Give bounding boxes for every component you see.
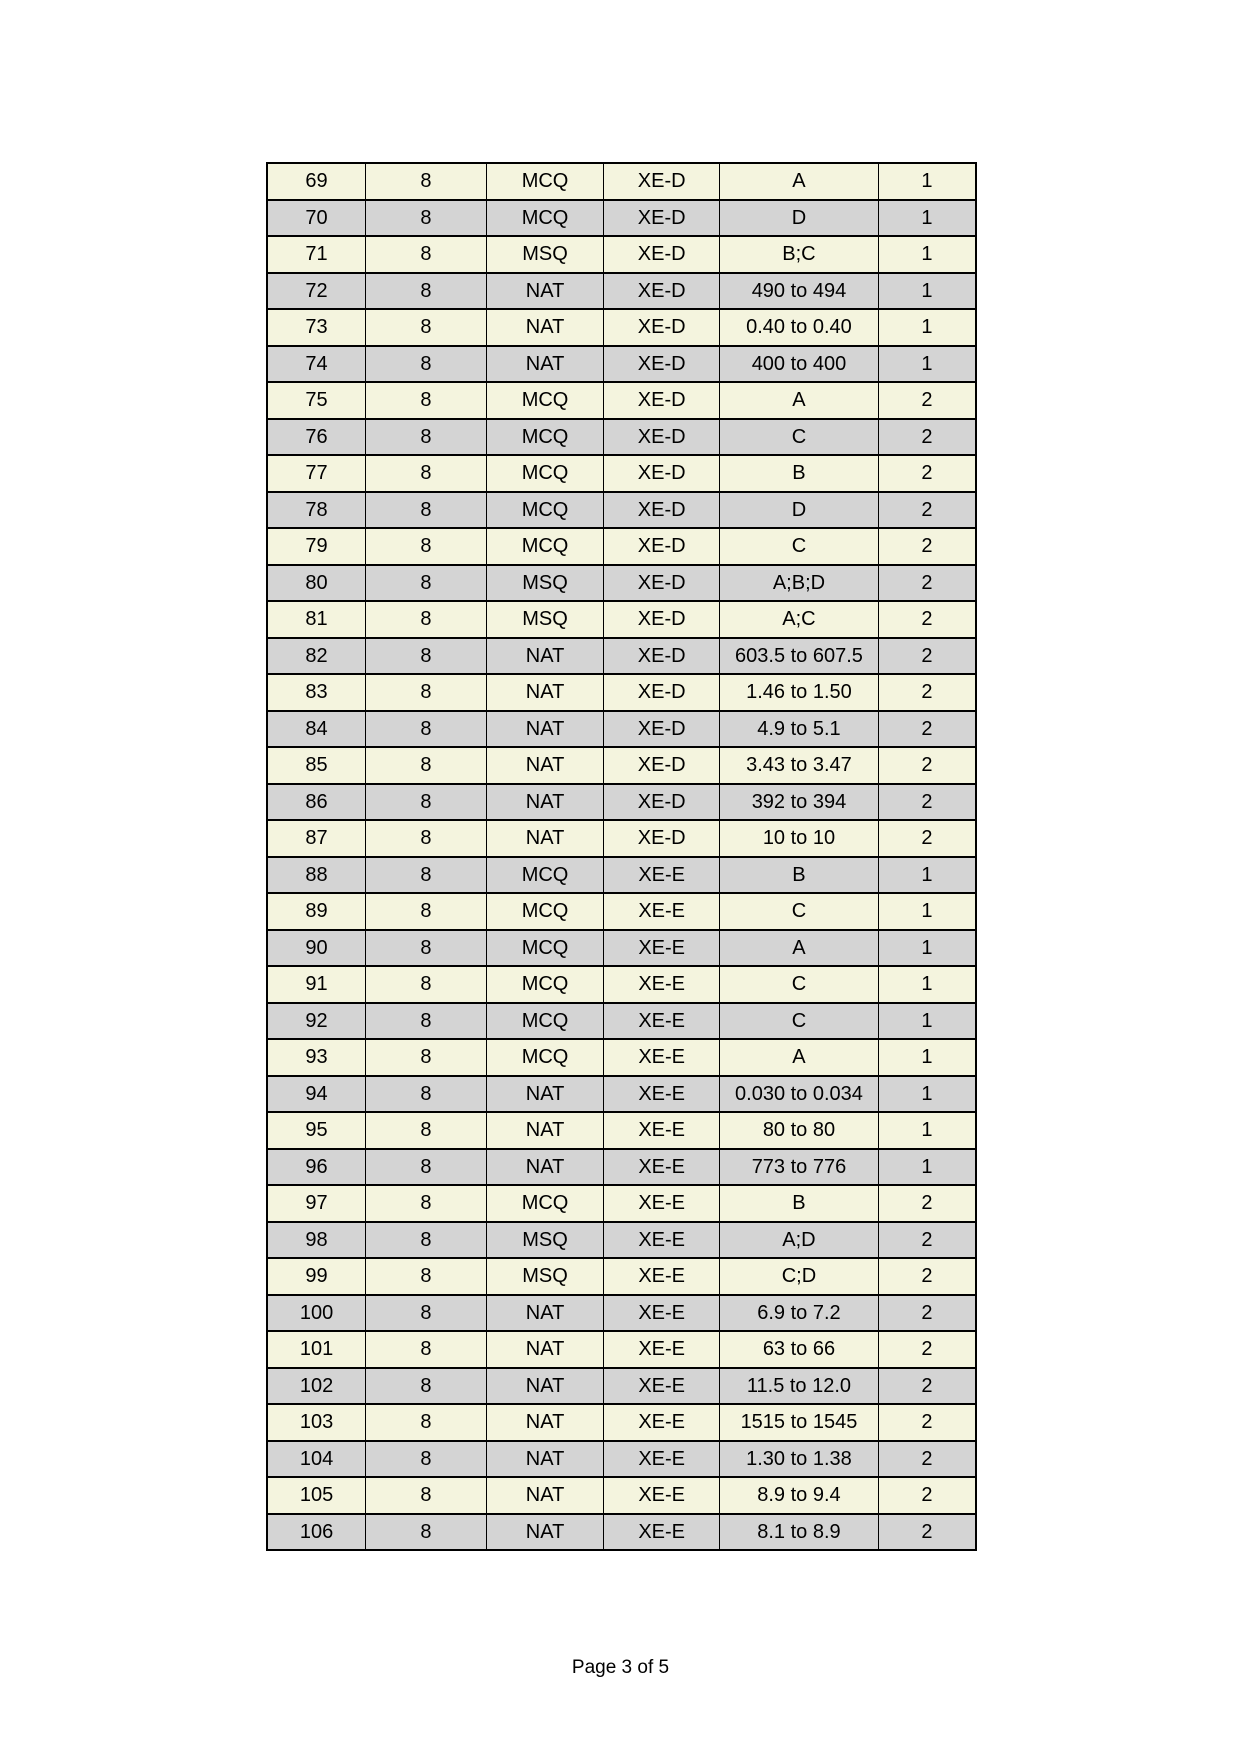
table-row xyxy=(267,1331,976,1368)
question-number-cell: 84 xyxy=(267,711,366,748)
table-row xyxy=(267,1258,976,1295)
paper-code-cell: XE-D xyxy=(604,309,720,346)
marks-cell: 2 xyxy=(878,711,976,748)
marks-cell: 2 xyxy=(878,638,976,675)
paper-code-cell: XE-D xyxy=(604,601,720,638)
answer-key-cell: 63 to 66 xyxy=(720,1331,879,1368)
answer-key-cell: B xyxy=(720,1185,879,1222)
table-row xyxy=(267,966,976,1003)
answer-key-cell: C xyxy=(720,1003,879,1040)
marks-cell: 2 xyxy=(878,419,976,456)
answer-key-cell: 8.1 to 8.9 xyxy=(720,1514,879,1551)
answer-key-table-body xyxy=(267,163,976,1550)
paper-code-cell: XE-D xyxy=(604,273,720,310)
table-row xyxy=(267,1003,976,1040)
question-type-cell: NAT xyxy=(486,784,604,821)
paper-code-cell: XE-E xyxy=(604,1404,720,1441)
question-number-cell: 87 xyxy=(267,820,366,857)
question-type-cell: MSQ xyxy=(486,1258,604,1295)
question-number-cell: 76 xyxy=(267,419,366,456)
answer-key-cell: A xyxy=(720,1039,879,1076)
marks-cell: 1 xyxy=(878,200,976,237)
table-row xyxy=(267,820,976,857)
answer-key-cell: D xyxy=(720,200,879,237)
table-row xyxy=(267,565,976,602)
section-cell: 8 xyxy=(366,1258,487,1295)
question-number-cell: 100 xyxy=(267,1295,366,1332)
question-type-cell: MCQ xyxy=(486,966,604,1003)
answer-key-cell: C xyxy=(720,966,879,1003)
question-number-cell: 98 xyxy=(267,1222,366,1259)
section-cell: 8 xyxy=(366,893,487,930)
table-row xyxy=(267,1185,976,1222)
marks-cell: 1 xyxy=(878,1149,976,1186)
table-row xyxy=(267,1477,976,1514)
paper-code-cell: XE-D xyxy=(604,747,720,784)
answer-key-cell: C xyxy=(720,419,879,456)
section-cell: 8 xyxy=(366,419,487,456)
paper-code-cell: XE-D xyxy=(604,455,720,492)
table-row xyxy=(267,528,976,565)
question-type-cell: NAT xyxy=(486,747,604,784)
section-cell: 8 xyxy=(366,309,487,346)
section-cell: 8 xyxy=(366,346,487,383)
question-type-cell: MCQ xyxy=(486,857,604,894)
paper-code-cell: XE-E xyxy=(604,1514,720,1551)
question-number-cell: 88 xyxy=(267,857,366,894)
question-number-cell: 86 xyxy=(267,784,366,821)
section-cell: 8 xyxy=(366,1039,487,1076)
answer-key-cell: 400 to 400 xyxy=(720,346,879,383)
answer-key-cell: C xyxy=(720,528,879,565)
question-type-cell: NAT xyxy=(486,309,604,346)
marks-cell: 1 xyxy=(878,930,976,967)
answer-key-cell: 603.5 to 607.5 xyxy=(720,638,879,675)
table-row xyxy=(267,1222,976,1259)
paper-code-cell: XE-E xyxy=(604,1477,720,1514)
marks-cell: 1 xyxy=(878,1003,976,1040)
answer-key-table xyxy=(266,162,977,1551)
marks-cell: 2 xyxy=(878,528,976,565)
table-row xyxy=(267,1149,976,1186)
table-row xyxy=(267,1076,976,1113)
question-number-cell: 78 xyxy=(267,492,366,529)
section-cell: 8 xyxy=(366,1185,487,1222)
question-type-cell: NAT xyxy=(486,1404,604,1441)
paper-code-cell: XE-E xyxy=(604,1222,720,1259)
section-cell: 8 xyxy=(366,1331,487,1368)
marks-cell: 2 xyxy=(878,1368,976,1405)
question-number-cell: 74 xyxy=(267,346,366,383)
marks-cell: 1 xyxy=(878,309,976,346)
marks-cell: 2 xyxy=(878,565,976,602)
table-row xyxy=(267,492,976,529)
answer-key-cell: D xyxy=(720,492,879,529)
question-type-cell: NAT xyxy=(486,273,604,310)
question-type-cell: MCQ xyxy=(486,382,604,419)
marks-cell: 2 xyxy=(878,1222,976,1259)
table-row xyxy=(267,674,976,711)
question-number-cell: 101 xyxy=(267,1331,366,1368)
question-number-cell: 105 xyxy=(267,1477,366,1514)
answer-key-cell: 490 to 494 xyxy=(720,273,879,310)
table-row xyxy=(267,857,976,894)
answer-key-cell: 392 to 394 xyxy=(720,784,879,821)
section-cell: 8 xyxy=(366,455,487,492)
table-row xyxy=(267,346,976,383)
section-cell: 8 xyxy=(366,820,487,857)
section-cell: 8 xyxy=(366,601,487,638)
paper-code-cell: XE-D xyxy=(604,200,720,237)
section-cell: 8 xyxy=(366,492,487,529)
question-number-cell: 80 xyxy=(267,565,366,602)
page-number: Page 3 of 5 xyxy=(571,1657,670,1678)
table-row xyxy=(267,309,976,346)
marks-cell: 2 xyxy=(878,1404,976,1441)
question-type-cell: MCQ xyxy=(486,930,604,967)
paper-code-cell: XE-E xyxy=(604,1368,720,1405)
paper-code-cell: XE-E xyxy=(604,1258,720,1295)
table-row xyxy=(267,1514,976,1551)
question-number-cell: 103 xyxy=(267,1404,366,1441)
question-number-cell: 82 xyxy=(267,638,366,675)
answer-key-cell: 8.9 to 9.4 xyxy=(720,1477,879,1514)
table-row xyxy=(267,784,976,821)
table-row xyxy=(267,1039,976,1076)
paper-code-cell: XE-E xyxy=(604,1441,720,1478)
answer-key-cell: A xyxy=(720,163,879,200)
marks-cell: 2 xyxy=(878,820,976,857)
answer-key-cell: C;D xyxy=(720,1258,879,1295)
marks-cell: 1 xyxy=(878,273,976,310)
section-cell: 8 xyxy=(366,966,487,1003)
marks-cell: 2 xyxy=(878,747,976,784)
question-type-cell: MSQ xyxy=(486,1222,604,1259)
question-type-cell: MCQ xyxy=(486,893,604,930)
question-type-cell: MSQ xyxy=(486,601,604,638)
question-number-cell: 104 xyxy=(267,1441,366,1478)
section-cell: 8 xyxy=(366,163,487,200)
section-cell: 8 xyxy=(366,236,487,273)
answer-key-cell: 1515 to 1545 xyxy=(720,1404,879,1441)
paper-code-cell: XE-E xyxy=(604,1185,720,1222)
marks-cell: 1 xyxy=(878,966,976,1003)
paper-code-cell: XE-E xyxy=(604,1295,720,1332)
section-cell: 8 xyxy=(366,674,487,711)
section-cell: 8 xyxy=(366,747,487,784)
paper-code-cell: XE-D xyxy=(604,711,720,748)
question-type-cell: NAT xyxy=(486,1441,604,1478)
section-cell: 8 xyxy=(366,565,487,602)
table-row xyxy=(267,893,976,930)
paper-code-cell: XE-D xyxy=(604,382,720,419)
question-number-cell: 102 xyxy=(267,1368,366,1405)
question-number-cell: 85 xyxy=(267,747,366,784)
paper-code-cell: XE-D xyxy=(604,346,720,383)
question-type-cell: NAT xyxy=(486,1477,604,1514)
question-number-cell: 89 xyxy=(267,893,366,930)
question-type-cell: MCQ xyxy=(486,1185,604,1222)
answer-key-cell: 6.9 to 7.2 xyxy=(720,1295,879,1332)
answer-key-cell: B xyxy=(720,455,879,492)
question-type-cell: NAT xyxy=(486,638,604,675)
paper-code-cell: XE-D xyxy=(604,528,720,565)
section-cell: 8 xyxy=(366,784,487,821)
marks-cell: 1 xyxy=(878,893,976,930)
table-row xyxy=(267,1404,976,1441)
table-row xyxy=(267,419,976,456)
marks-cell: 2 xyxy=(878,382,976,419)
marks-cell: 2 xyxy=(878,1185,976,1222)
table-row xyxy=(267,236,976,273)
question-number-cell: 93 xyxy=(267,1039,366,1076)
question-number-cell: 99 xyxy=(267,1258,366,1295)
question-type-cell: MCQ xyxy=(486,1039,604,1076)
question-type-cell: NAT xyxy=(486,1331,604,1368)
section-cell: 8 xyxy=(366,1003,487,1040)
question-number-cell: 72 xyxy=(267,273,366,310)
answer-key-cell: A;D xyxy=(720,1222,879,1259)
section-cell: 8 xyxy=(366,1514,487,1551)
marks-cell: 2 xyxy=(878,784,976,821)
question-number-cell: 97 xyxy=(267,1185,366,1222)
section-cell: 8 xyxy=(366,638,487,675)
answer-key-cell: 4.9 to 5.1 xyxy=(720,711,879,748)
paper-code-cell: XE-E xyxy=(604,1076,720,1113)
table-row xyxy=(267,601,976,638)
paper-code-cell: XE-D xyxy=(604,163,720,200)
paper-code-cell: XE-D xyxy=(604,784,720,821)
question-number-cell: 70 xyxy=(267,200,366,237)
question-type-cell: NAT xyxy=(486,1112,604,1149)
answer-key-cell: 10 to 10 xyxy=(720,820,879,857)
question-type-cell: MCQ xyxy=(486,200,604,237)
question-type-cell: NAT xyxy=(486,1368,604,1405)
marks-cell: 1 xyxy=(878,1039,976,1076)
marks-cell: 2 xyxy=(878,1514,976,1551)
marks-cell: 1 xyxy=(878,857,976,894)
question-type-cell: MCQ xyxy=(486,419,604,456)
table-row xyxy=(267,273,976,310)
section-cell: 8 xyxy=(366,1441,487,1478)
question-number-cell: 91 xyxy=(267,966,366,1003)
question-type-cell: NAT xyxy=(486,1514,604,1551)
marks-cell: 1 xyxy=(878,163,976,200)
question-type-cell: NAT xyxy=(486,820,604,857)
marks-cell: 2 xyxy=(878,674,976,711)
question-number-cell: 81 xyxy=(267,601,366,638)
answer-key-cell: A xyxy=(720,382,879,419)
answer-key-cell: A xyxy=(720,930,879,967)
paper-code-cell: XE-D xyxy=(604,565,720,602)
table-row xyxy=(267,382,976,419)
paper-code-cell: XE-D xyxy=(604,674,720,711)
answer-key-cell: 80 to 80 xyxy=(720,1112,879,1149)
paper-code-cell: XE-E xyxy=(604,930,720,967)
table-row xyxy=(267,455,976,492)
paper-code-cell: XE-E xyxy=(604,1039,720,1076)
section-cell: 8 xyxy=(366,1295,487,1332)
answer-key-cell: B;C xyxy=(720,236,879,273)
question-type-cell: MCQ xyxy=(486,492,604,529)
section-cell: 8 xyxy=(366,711,487,748)
section-cell: 8 xyxy=(366,857,487,894)
answer-key-cell: 3.43 to 3.47 xyxy=(720,747,879,784)
question-type-cell: MSQ xyxy=(486,236,604,273)
question-number-cell: 106 xyxy=(267,1514,366,1551)
table-row xyxy=(267,747,976,784)
paper-code-cell: XE-D xyxy=(604,492,720,529)
paper-code-cell: XE-E xyxy=(604,1112,720,1149)
question-type-cell: NAT xyxy=(486,346,604,383)
answer-key-cell: C xyxy=(720,893,879,930)
paper-code-cell: XE-E xyxy=(604,966,720,1003)
paper-code-cell: XE-E xyxy=(604,1331,720,1368)
question-type-cell: NAT xyxy=(486,1149,604,1186)
table-row xyxy=(267,1295,976,1332)
question-number-cell: 83 xyxy=(267,674,366,711)
marks-cell: 2 xyxy=(878,1477,976,1514)
marks-cell: 2 xyxy=(878,1331,976,1368)
question-type-cell: MCQ xyxy=(486,455,604,492)
marks-cell: 2 xyxy=(878,455,976,492)
section-cell: 8 xyxy=(366,1076,487,1113)
section-cell: 8 xyxy=(366,273,487,310)
answer-key-cell: 773 to 776 xyxy=(720,1149,879,1186)
paper-code-cell: XE-D xyxy=(604,638,720,675)
question-number-cell: 92 xyxy=(267,1003,366,1040)
answer-key-cell: 0.40 to 0.40 xyxy=(720,309,879,346)
question-type-cell: MCQ xyxy=(486,1003,604,1040)
section-cell: 8 xyxy=(366,528,487,565)
paper-code-cell: XE-D xyxy=(604,419,720,456)
table-row xyxy=(267,1112,976,1149)
section-cell: 8 xyxy=(366,200,487,237)
section-cell: 8 xyxy=(366,1112,487,1149)
section-cell: 8 xyxy=(366,930,487,967)
table-row xyxy=(267,200,976,237)
question-type-cell: NAT xyxy=(486,1076,604,1113)
question-type-cell: MCQ xyxy=(486,163,604,200)
paper-code-cell: XE-D xyxy=(604,820,720,857)
table-row xyxy=(267,1368,976,1405)
paper-code-cell: XE-E xyxy=(604,857,720,894)
section-cell: 8 xyxy=(366,1404,487,1441)
table-row xyxy=(267,638,976,675)
marks-cell: 2 xyxy=(878,601,976,638)
marks-cell: 2 xyxy=(878,1258,976,1295)
answer-key-cell: 11.5 to 12.0 xyxy=(720,1368,879,1405)
section-cell: 8 xyxy=(366,1477,487,1514)
table-row xyxy=(267,1441,976,1478)
answer-key-cell: A;C xyxy=(720,601,879,638)
question-type-cell: NAT xyxy=(486,1295,604,1332)
question-number-cell: 94 xyxy=(267,1076,366,1113)
question-number-cell: 90 xyxy=(267,930,366,967)
answer-key-cell: A;B;D xyxy=(720,565,879,602)
question-type-cell: MSQ xyxy=(486,565,604,602)
paper-code-cell: XE-D xyxy=(604,236,720,273)
section-cell: 8 xyxy=(366,382,487,419)
question-number-cell: 75 xyxy=(267,382,366,419)
question-type-cell: MCQ xyxy=(486,528,604,565)
question-number-cell: 95 xyxy=(267,1112,366,1149)
section-cell: 8 xyxy=(366,1149,487,1186)
marks-cell: 2 xyxy=(878,492,976,529)
marks-cell: 1 xyxy=(878,236,976,273)
section-cell: 8 xyxy=(366,1368,487,1405)
marks-cell: 2 xyxy=(878,1295,976,1332)
table-row xyxy=(267,930,976,967)
question-number-cell: 96 xyxy=(267,1149,366,1186)
paper-code-cell: XE-E xyxy=(604,1149,720,1186)
marks-cell: 1 xyxy=(878,346,976,383)
paper-code-cell: XE-E xyxy=(604,1003,720,1040)
question-number-cell: 69 xyxy=(267,163,366,200)
marks-cell: 1 xyxy=(878,1076,976,1113)
answer-key-cell: B xyxy=(720,857,879,894)
section-cell: 8 xyxy=(366,1222,487,1259)
answer-key-cell: 1.30 to 1.38 xyxy=(720,1441,879,1478)
answer-key-cell: 1.46 to 1.50 xyxy=(720,674,879,711)
question-type-cell: NAT xyxy=(486,711,604,748)
question-number-cell: 79 xyxy=(267,528,366,565)
marks-cell: 1 xyxy=(878,1112,976,1149)
question-number-cell: 71 xyxy=(267,236,366,273)
table-row xyxy=(267,163,976,200)
marks-cell: 2 xyxy=(878,1441,976,1478)
question-type-cell: NAT xyxy=(486,674,604,711)
paper-code-cell: XE-E xyxy=(604,893,720,930)
answer-key-cell: 0.030 to 0.034 xyxy=(720,1076,879,1113)
table-row xyxy=(267,711,976,748)
question-number-cell: 73 xyxy=(267,309,366,346)
question-number-cell: 77 xyxy=(267,455,366,492)
